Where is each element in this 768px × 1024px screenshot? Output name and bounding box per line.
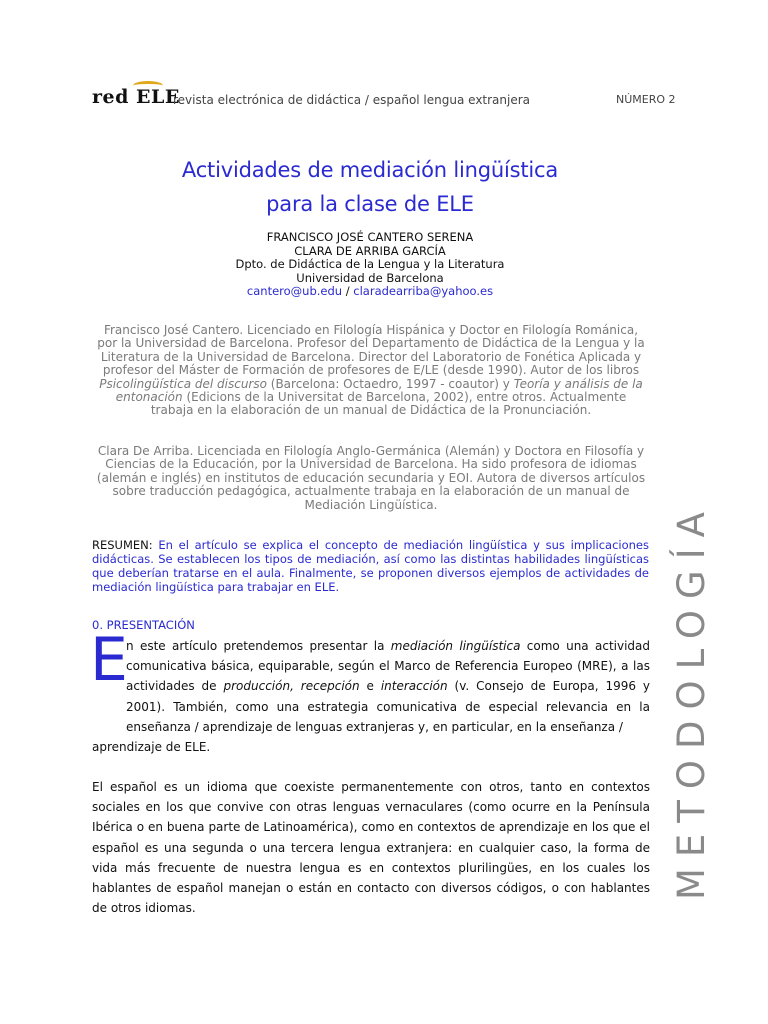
section-sidebar bbox=[667, 500, 717, 900]
authors-block bbox=[0, 231, 740, 299]
redele-logo bbox=[92, 86, 180, 108]
bio1-text-c: (Barcelona: Octaedro, 1997 - coautor) y bbox=[266, 376, 514, 391]
department: Dpto. de Didáctica de la Lengua y la Literatura bbox=[235, 257, 505, 271]
email-separator: / bbox=[342, 284, 354, 298]
bio1-book-1: Psicolingüística del discurso bbox=[99, 376, 267, 391]
sidebar-label: METODOLOGÍA bbox=[670, 501, 713, 900]
journal-name: revista electrónica de didáctica / español lengua extranjera bbox=[173, 93, 531, 107]
bio1-text-a: Francisco José Cantero. Licenciado en Filología Hispánica y Doctor en Filología Románica, por la Universidad de Barcelona. Profesor del Departamento de Didáctica de la Lengua y la Literatura de la Universidad de Barcelona. Director del Laboratorio de Fonética Aplicada y profesor del Máster de Formación de profesores de E/LE (desde 1990). Autor de los libros bbox=[97, 323, 645, 378]
logo-ele-text: ELE bbox=[136, 86, 180, 108]
email-link-2[interactable]: claradearriba@yahoo.es bbox=[353, 284, 494, 298]
email-link-1[interactable]: cantero@ub.edu bbox=[246, 284, 343, 298]
drop-cap: E bbox=[90, 625, 128, 695]
page-header bbox=[0, 0, 768, 120]
paragraph-1 bbox=[126, 636, 650, 737]
article-title-line1: Actividades de mediación lingüística bbox=[181, 158, 559, 182]
p1-text-g: (v. Consejo de Europa, 1996 y 2001). También, como una estrategia comunicativa de especial relevancia en la enseñanza / aprendizaje de lenguas extranjeras y, en particular, en la enseñanza / bbox=[126, 679, 651, 734]
p1-text-e: e bbox=[359, 679, 381, 694]
issue-number: NÚMERO 2 bbox=[616, 93, 676, 106]
author-2: CLARA DE ARRIBA GARCÍA bbox=[294, 243, 446, 258]
paragraph-2: El español es un idioma que coexiste permanentemente con otros, tanto en contextos sociales en los que convive con otras lenguas vernaculares (como ocurre en la Península Ibérica o en buena parte de Latinoamérica), como en contextos de aprendizaje en los que el español es una segunda o una tercera lengua extranjera: en cualquier caso, la forma de vida más frecuente de nuestra lengua es en contextos plurilingües, en los cuales los hablantes de español manejan o están en contacto con diversos códigos, o con hablantes de otros idiomas. bbox=[92, 780, 650, 916]
bio1-book-2: Teoría y análisis de la entonación bbox=[115, 376, 643, 405]
p1-italic-mediacion: mediación lingüística bbox=[390, 639, 521, 653]
logo-red: red bbox=[92, 86, 129, 108]
logo-swoosh bbox=[133, 81, 163, 90]
emails bbox=[0, 285, 740, 299]
bio-cantero bbox=[96, 324, 646, 418]
university: Universidad de Barcelona bbox=[296, 270, 444, 285]
p1-text-c: como una actividad comunicativa básica, equiparable, según el Marco de Referencia Europeo (MRE), a las actividades de bbox=[126, 639, 651, 694]
article-title-line2: para la clase de ELE bbox=[266, 192, 474, 216]
p1-italic-produccion: producción, recepción bbox=[223, 679, 360, 694]
abstract bbox=[92, 538, 649, 594]
p1-italic-interaccion: interacción bbox=[380, 679, 448, 694]
author-1: FRANCISCO JOSÉ CANTERO SERENA bbox=[266, 230, 474, 244]
p1-text-a: n este artículo pretendemos presentar la bbox=[126, 639, 391, 653]
bio1-text-e: (Edicions de la Universitat de Barcelona, 2002), entre otros. Actualmente trabaja en la elaboración de un manual de Didáctica de la Pronunciación. bbox=[150, 390, 627, 418]
bio-de-arriba: Clara De Arriba. Licenciada en Filología Anglo-Germánica (Alemán) y Doctora en Filosofía y Ciencias de la Educación, por la Universidad de Barcelona. Ha sido profesora de idiomas (alemán e inglés) en institutos de educación secundaria y EOI. Autora de diversos artículos sobre traducción pedagógica, actualmente trabaja en la elaboración de un manual de Mediación Lingüística. bbox=[96, 444, 646, 512]
abstract-label: RESUMEN: bbox=[92, 538, 153, 552]
paragraph-1-end: aprendizaje de ELE. bbox=[92, 740, 211, 754]
section-heading: 0. PRESENTACIÓN bbox=[92, 618, 195, 632]
abstract-text: En el artículo se explica el concepto de mediación lingüística y sus implicaciones didácticas. Se establecen los tipos de mediación, así como las distintas habilidades lingüísticas que deberían tratarse en el aula. Finalmente, se proponen diversos ejemplos de actividades de mediación lingüística para trabajar en ELE. bbox=[92, 538, 649, 594]
